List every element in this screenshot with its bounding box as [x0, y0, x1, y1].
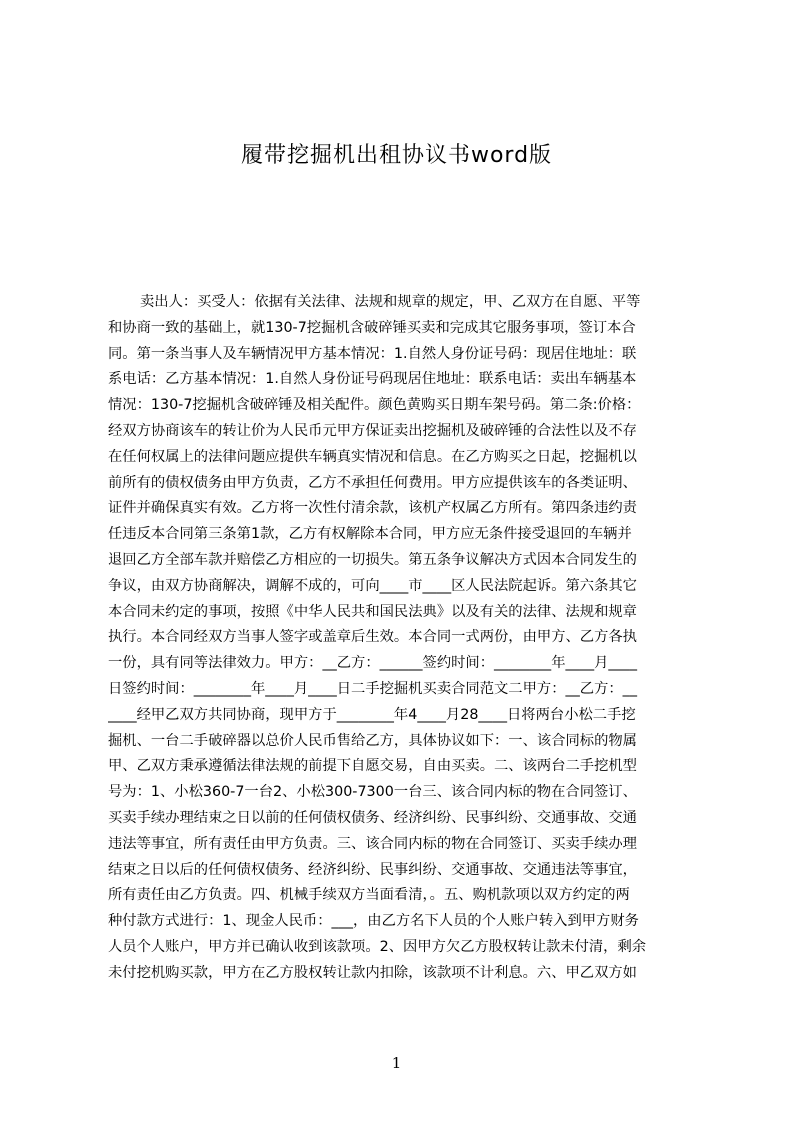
- body-line: 所有责任由乙方负责。四、机械手续双方当面看清，。五、购机款项以双方约定的两: [108, 887, 630, 904]
- body-line: 本合同未约定的事项，按照《中华人民共和国民法典》以及有关的法律、法规和规章: [108, 603, 637, 620]
- body-line: 违法等事宜，所有责任由甲方负责。三、该合同内标的物在合同签订、买卖手续办理: [108, 835, 637, 852]
- body-line: 执行。本合同经双方当事人签字或盖章后生效。本合同一式两份，由甲方、乙方各执: [108, 629, 637, 646]
- body-line: 买卖手续办理结束之日以前的任何债权债务、经济纠纷、民事纠纷、交通事故、交通: [108, 809, 637, 826]
- body-line: 争议，由双方协商解决，调解不成的，可向____市____区人民法院起诉。第六条其它: [108, 577, 637, 594]
- body-line: 证件并确保真实有效。乙方将一次性付清余款，该机产权属乙方所有。第四条违约责: [108, 500, 637, 517]
- body-line: 经双方协商该车的转让价为人民币元甲方保证卖出挖掘机及破碎锤的合法性以及不存: [108, 422, 637, 439]
- body-line: 甲、乙双方秉承遵循法律法规的前提下自愿交易，自由买卖。二、该两台二手挖机型: [108, 758, 637, 775]
- body-line: 系电话：乙方基本情况：1.自然人身份证号码现居住地址：联系电话：卖出车辆基本: [108, 371, 637, 388]
- page-number: 1: [391, 1054, 402, 1072]
- body-line: 和协商一致的基础上，就130-7挖掘机含破碎锤买卖和完成其它服务事项，签订本合: [108, 319, 636, 336]
- body-line: 同。第一条当事人及车辆情况甲方基本情况：1.自然人身份证号码：现居住地址：联: [108, 345, 637, 362]
- body-line: ____经甲乙双方共同协商，现甲方于________年4____月28____日将两台小松二手挖: [108, 706, 636, 723]
- body-line: 人员个人账户，甲方并已确认收到该款项。2、因甲方欠乙方股权转让款未付清，剩余: [108, 938, 647, 955]
- document-body: [108, 290, 698, 1050]
- body-line: 前所有的债权债务由甲方负责，乙方不承担任何费用。甲方应提供该车的各类证明、: [108, 474, 637, 491]
- body-line: 任违反本合同第三条第1款，乙方有权解除本合同，甲方应无条件接受退回的车辆并: [108, 526, 632, 543]
- body-line: 掘机、一台二手破碎器以总价人民币售给乙方，具体协议如下：一、该合同标的物属: [108, 732, 637, 749]
- body-line: 结束之日以后的任何债权债务、经济纠纷、民事纠纷、交通事故、交通违法等事宜，: [108, 861, 637, 878]
- body-line: 卖出人：买受人：依据有关法律、法规和规章的规定，甲、乙双方在自愿、平等: [140, 294, 641, 310]
- body-line: 日签约时间：________年____月____日二手挖掘机买卖合同范文二甲方：__乙方：__: [108, 680, 637, 697]
- body-line: 种付款方式进行：1、现金人民币：___，由乙方名下人员的个人账户转入到甲方财务: [108, 913, 639, 930]
- body-line: 一份，具有同等法律效力。甲方：__乙方：______签约时间：________年____月____: [108, 655, 637, 672]
- body-line: 未付挖机购买款，甲方在乙方股权转让款内扣除，该款项不计利息。六、甲乙双方如: [108, 964, 637, 981]
- body-line: 号为：1、小松360-7一台2、小松300-7300一台三、该合同内标的物在合同签订、: [108, 784, 637, 801]
- body-line: 情况：130-7挖掘机含破碎锤及相关配件。颜色黄购买日期车架号码。第二条:价格：: [108, 397, 641, 414]
- body-line: 在任何权属上的法律问题应提供车辆真实情况和信息。在乙方购买之日起，挖掘机以: [108, 448, 637, 465]
- body-line: 退回乙方全部车款并赔偿乙方相应的一切损失。第五条争议解决方式因本合同发生的: [108, 551, 637, 568]
- document-title: 履带挖掘机出租协议书word版: [240, 143, 553, 168]
